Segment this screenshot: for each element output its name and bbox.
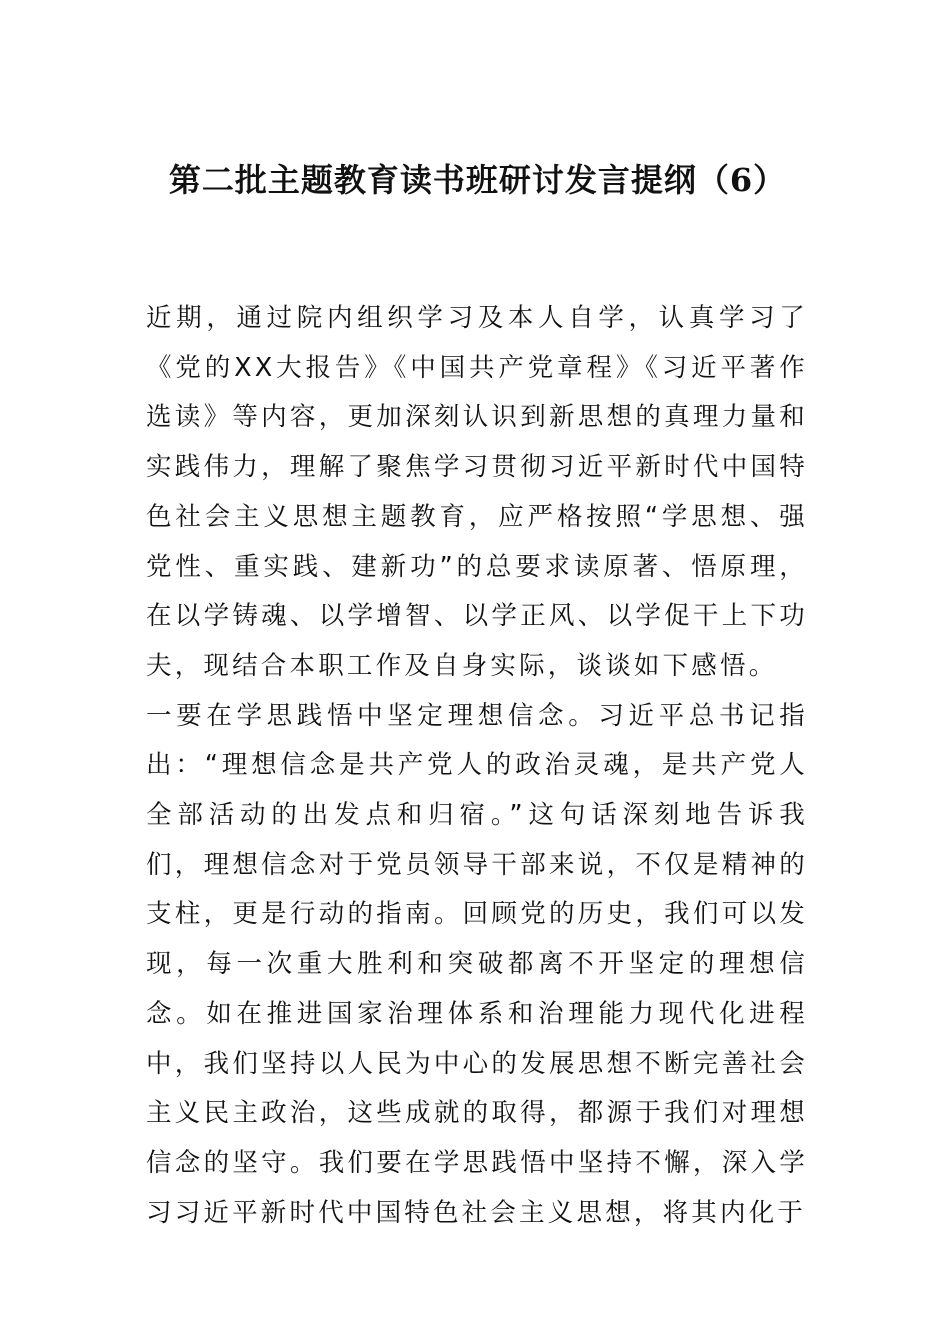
paragraph-intro: 近期，通过院内组织学习及本人自学，认真学习了《党的XX大报告》《中国共产党章程》《习近平著作选读》等内容，更加深刻认识到新思想的真理力量和实践伟力，理解了聚焦学习贯彻习近平新时代中国特色社会主义思想主题教育，应严格按照“学思想、强党性、重实践、建新功”的总要求读原著、悟原理，在以学铸魂、以学增智、以学正风、以学促干上下功夫，现结合本职工作及自身实际，谈谈如下感悟。: [146, 303, 808, 681]
document-title: 第二批主题教育读书班研讨发言提纲（6）: [168, 161, 787, 199]
paragraph-point-one: 一要在学思践悟中坚定理想信念。习近平总书记指出：“理想信念是共产党人的政治灵魂，是共产党人全部活动的出发点和归宿。”这句话深刻地告诉我们，理想信念对于党员领导干部来说，不仅是精神的支柱，更是行动的指南。回顾党的历史，我们可以发现，每一次重大胜利和突破都离不开坚定的理想信念。如在推进国家治理体系和治理能力现代化进程中，我们坚持以人民为中心的发展思想不断完善社会主义民主政治，这些成就的取得，都源于我们对理想信念的坚守。我们要在学思践悟中坚持不懈，深入学习习近平新时代中国特色社会主义思想，将其内化于: [146, 700, 808, 1228]
document-body: [146, 294, 808, 1238]
